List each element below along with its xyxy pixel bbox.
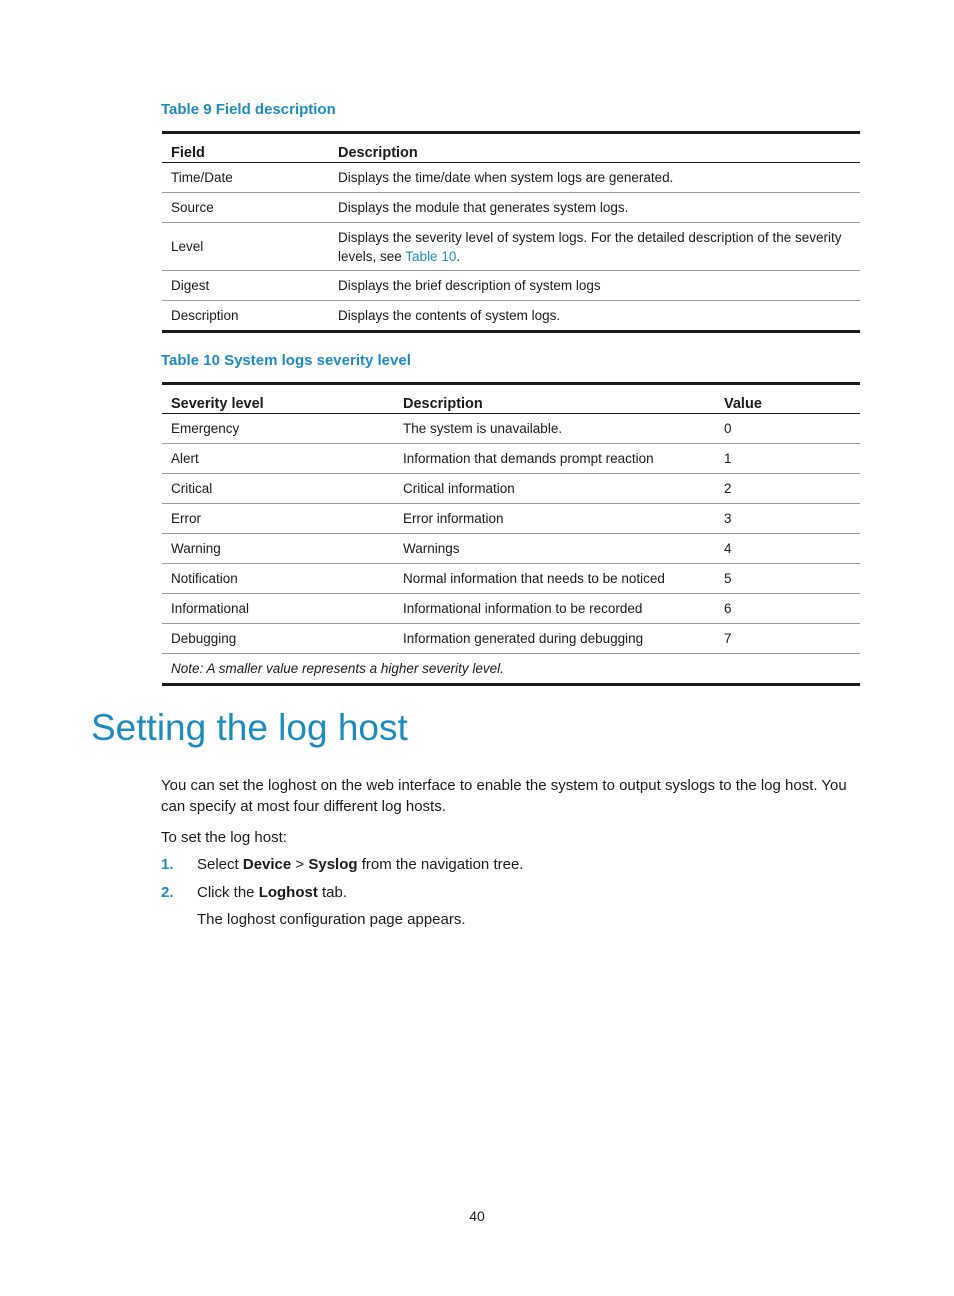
description-cell: Normal information that needs to be noticed — [394, 564, 715, 594]
menu-syslog: Syslog — [308, 856, 358, 873]
table-row — [162, 163, 860, 193]
description-cell: Error information — [394, 504, 715, 534]
field-cell: Level — [162, 223, 329, 271]
table-note: Note: A smaller value represents a higher severity level. — [162, 654, 860, 685]
table-row — [162, 193, 860, 223]
level-cell: Critical — [162, 474, 394, 504]
table-header-row — [162, 133, 860, 163]
table-row — [162, 301, 860, 332]
field-cell: Time/Date — [162, 163, 329, 193]
description-cell: Information that demands prompt reaction — [394, 444, 715, 474]
step-text-end: tab. — [317, 884, 348, 901]
page-number: 40 — [469, 1208, 485, 1224]
level-cell: Alert — [162, 444, 394, 474]
value-cell: 7 — [715, 624, 860, 654]
step-number: 2. — [161, 884, 174, 901]
column-header-severity-level: Severity level — [162, 384, 394, 414]
table-9-caption: Table 9 Field description — [161, 101, 336, 118]
value-cell: 4 — [715, 534, 860, 564]
level-cell: Notification — [162, 564, 394, 594]
table-row — [162, 474, 860, 504]
step-text: Click the — [197, 884, 259, 901]
step-separator: > — [291, 856, 309, 873]
severity-level-table — [162, 382, 860, 686]
value-cell: 3 — [715, 504, 860, 534]
value-cell: 1 — [715, 444, 860, 474]
level-cell: Debugging — [162, 624, 394, 654]
intro-paragraph: You can set the loghost on the web interface to enable the system to output syslogs to the log host. You can specify at most four different log hosts. — [161, 777, 847, 815]
menu-device: Device — [242, 856, 292, 873]
step-number: 1. — [161, 856, 174, 873]
field-cell: Digest — [162, 271, 329, 301]
column-header-field: Field — [162, 133, 329, 163]
description-text-end: . — [456, 248, 461, 264]
column-header-description: Description — [394, 384, 715, 414]
column-header-description: Description — [329, 133, 860, 163]
value-cell: 0 — [715, 414, 860, 444]
table-note-row — [162, 654, 860, 685]
field-cell: Source — [162, 193, 329, 223]
table-row — [162, 271, 860, 301]
field-cell: Description — [162, 301, 329, 332]
level-cell: Error — [162, 504, 394, 534]
description-cell: Displays the brief description of system logs — [329, 271, 860, 301]
table-row — [162, 564, 860, 594]
table-row — [162, 223, 860, 271]
table-row — [162, 594, 860, 624]
table-10-caption: Table 10 System logs severity level — [161, 352, 411, 369]
table-header-row — [162, 384, 860, 414]
description-cell: Information generated during debugging — [394, 624, 715, 654]
field-description-table — [162, 131, 860, 333]
table-row — [162, 624, 860, 654]
value-cell: 2 — [715, 474, 860, 504]
value-cell: 6 — [715, 594, 860, 624]
level-cell: Informational — [162, 594, 394, 624]
description-cell: Displays the time/date when system logs are generated. — [329, 163, 860, 193]
step-1 — [161, 854, 523, 875]
description-cell: Critical information — [394, 474, 715, 504]
description-cell: Informational information to be recorded — [394, 594, 715, 624]
description-cell — [329, 223, 860, 271]
table-row — [162, 414, 860, 444]
level-cell: Warning — [162, 534, 394, 564]
description-cell: Displays the contents of system logs. — [329, 301, 860, 332]
table-row — [162, 444, 860, 474]
description-cell: The system is unavailable. — [394, 414, 715, 444]
description-cell: Warnings — [394, 534, 715, 564]
step-text-end: from the navigation tree. — [357, 856, 524, 873]
level-cell: Emergency — [162, 414, 394, 444]
description-text: Displays the severity level of system logs. For the detailed description of the severity levels, see — [338, 229, 842, 264]
table-row — [162, 534, 860, 564]
table-10-link[interactable]: Table 10 — [405, 248, 457, 264]
section-title: Setting the log host — [91, 707, 408, 748]
tab-loghost: Loghost — [258, 884, 318, 901]
column-header-value: Value — [715, 384, 860, 414]
step-2-result: The loghost configuration page appears. — [197, 911, 466, 928]
step-text: Select — [197, 856, 243, 873]
description-cell: Displays the module that generates system logs. — [329, 193, 860, 223]
lead-paragraph: To set the log host: — [161, 829, 287, 846]
value-cell: 5 — [715, 564, 860, 594]
table-row — [162, 504, 860, 534]
step-2 — [161, 882, 347, 903]
